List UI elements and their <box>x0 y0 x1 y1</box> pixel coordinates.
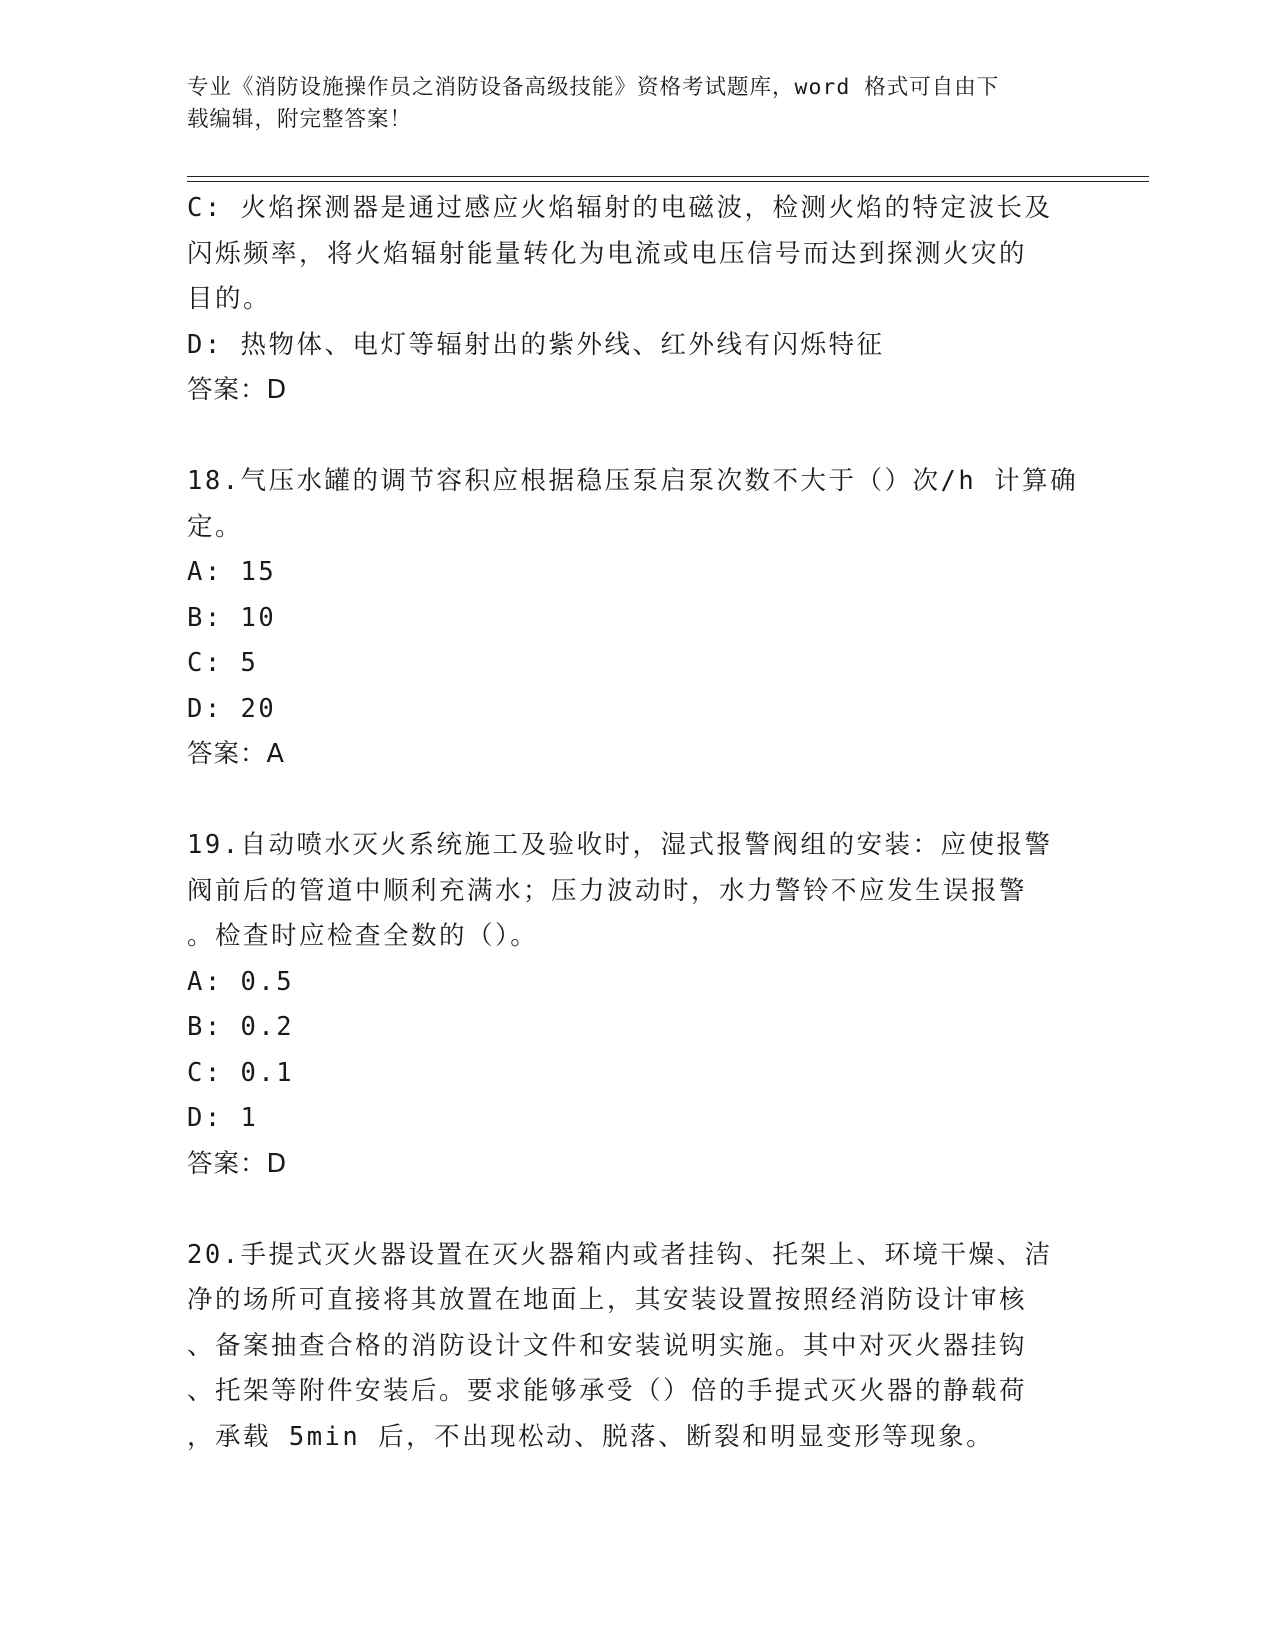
q20-stem-line-4: 、托架等附件安装后。要求能够承受（）倍的手提式灭火器的静载荷 <box>187 1376 1028 1406</box>
q18-option-d: D: 20 <box>187 693 277 724</box>
spacer <box>187 778 1087 824</box>
spacer <box>187 1187 1087 1233</box>
q20-stem-line-1: 20.手提式灭火器设置在灭火器箱内或者挂钩、托架上、环境干燥、洁 <box>187 1239 1053 1270</box>
q19-option-c: C: 0.1 <box>187 1057 295 1088</box>
question-20 <box>187 1233 1087 1461</box>
q17-option-c-line-2: 闪烁频率，将火焰辐射能量转化为电流或电压信号而达到探测火灾的 <box>187 238 1028 269</box>
q17-answer: 答案：D <box>187 375 288 405</box>
q19-option-d: D: 1 <box>187 1103 259 1133</box>
q17-option-d: D: 热物体、电灯等辐射出的紫外线、红外线有闪烁特征 <box>187 329 885 360</box>
q18-option-a: A: 15 <box>187 557 277 587</box>
q19-option-a: A: 0.5 <box>187 966 295 997</box>
question-19 <box>187 823 1087 1187</box>
question-18 <box>187 459 1087 778</box>
q20-stem-line-3: 、备案抽查合格的消防设计文件和安装说明实施。其中对灭火器挂钩 <box>187 1330 1028 1361</box>
q18-stem-line-1: 18.气压水罐的调节容积应根据稳压泵启泵次数不大于（）次/h 计算确 <box>187 466 1079 496</box>
q19-option-b: B: 0.2 <box>187 1012 295 1042</box>
question-17-tail <box>187 186 1087 414</box>
header-line-2: 载编辑，附完整答案！ <box>187 107 413 132</box>
q17-option-c-line-3: 目的。 <box>187 284 272 314</box>
spacer <box>187 414 1087 460</box>
q18-option-b: B: 10 <box>187 602 277 633</box>
header-divider-thick <box>187 176 1149 177</box>
q18-option-c: C: 5 <box>187 648 259 678</box>
q20-stem-line-2: 净的场所可直接将其放置在地面上，其安装设置按照经消防设计审核 <box>187 1285 1028 1315</box>
q19-stem-line-1: 19.自动喷水灭火系统施工及验收时，湿式报警阀组的安装：应使报警 <box>187 830 1053 860</box>
q20-stem-line-5: ，承载 5min 后，不出现松动、脱落、断裂和明显变形等现象。 <box>187 1421 995 1452</box>
q19-answer: 答案：D <box>187 1148 288 1179</box>
header-divider-thin <box>187 181 1149 182</box>
q18-stem-line-2: 定。 <box>187 511 244 542</box>
q19-stem-line-2: 阀前后的管道中顺利充满水；压力波动时，水力警铃不应发生误报警 <box>187 875 1028 906</box>
q19-stem-line-3: 。检查时应检查全数的（）。 <box>187 921 539 951</box>
q17-option-c-line-1: C: 火焰探测器是通过感应火焰辐射的电磁波，检测火焰的特定波长及 <box>187 193 1053 223</box>
document-header <box>187 72 1087 136</box>
document-body <box>187 186 1087 1460</box>
q18-answer: 答案：A <box>187 739 285 769</box>
header-line-1: 专业《消防设施操作员之消防设备高级技能》资格考试题库，word 格式可自由下 <box>187 75 1000 100</box>
